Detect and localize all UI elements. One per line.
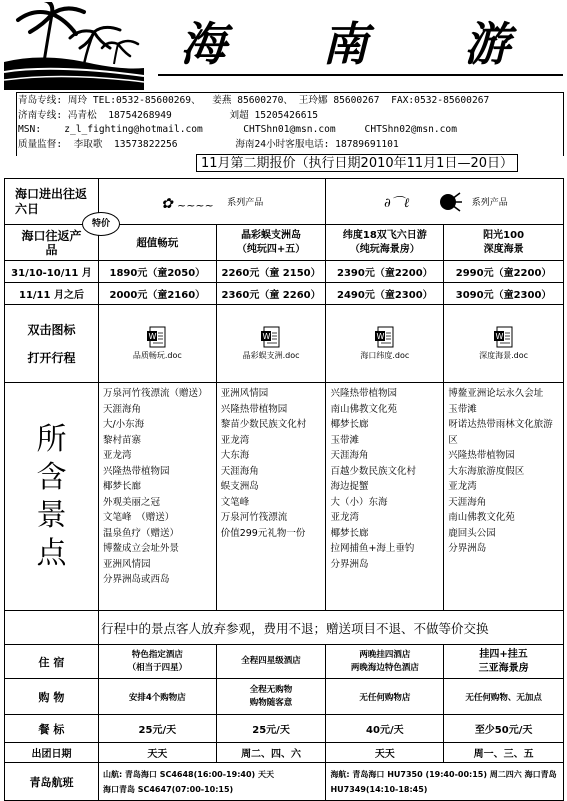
price-cell: 2000元（童2160） — [98, 283, 216, 305]
spots-label — [7, 421, 96, 573]
product-table — [4, 178, 564, 801]
spot-item: 南山佛教文化苑 — [448, 512, 515, 523]
spot-item: 兴隆热带植物园 — [220, 403, 288, 415]
spot-item: 百越少数民族文化村 — [330, 465, 416, 477]
route-product-label: 海口往返产品 — [5, 225, 99, 261]
contact-line: MSN: z_l_fighting@hotmail.com CHTShn01@msn.com CHTShn02@msn.com — [18, 124, 457, 135]
spot-item: 博鳌成立会址外景 — [102, 543, 179, 554]
spot-item: 大（小）东海 — [330, 496, 388, 508]
spot-item: 分界洲岛或西岛 — [102, 574, 170, 585]
svg-text:W: W — [376, 332, 385, 341]
spot-item: 玉带滩 — [330, 434, 359, 446]
row-value: 两晚挂四酒店 两晚海边特色酒店 — [326, 645, 444, 679]
spot-item: 天涯海角 — [448, 496, 487, 508]
spot-item: 大东海旅游度假区 — [448, 465, 525, 477]
spot-item: 南山佛教文化苑 — [330, 403, 397, 415]
route-label: 海口进出往返六日 — [5, 179, 99, 225]
spot-item: 分界洲岛 — [448, 543, 487, 554]
word-doc-icon[interactable] — [375, 326, 395, 348]
spot-item: 鹿回头公园 — [448, 527, 496, 539]
price-cell: 1890元（童2050） — [98, 261, 216, 283]
docs-label: 双击图标 打开行程 — [5, 305, 99, 383]
spot-item: 黎村苗寨 — [102, 434, 141, 446]
spot-item: 黎苗少数民族文化村 — [220, 419, 307, 430]
spot-item: 天涯海角 — [220, 465, 259, 477]
svg-text:✿: ✿ — [161, 195, 173, 212]
spot-item: 椰梦长廊 — [102, 481, 141, 492]
spot-item: 亚龙湾 — [448, 481, 477, 492]
flights-right: 海航: 青岛海口 HU7350 (19:40-00:15) 周二四六 海口青岛 HU7349(14:10-18:45) — [326, 763, 564, 801]
spots-col-4 — [444, 383, 564, 611]
spot-item: 兴隆热带植物园 — [448, 450, 515, 461]
row-value: 全程四星级酒店 — [216, 645, 326, 679]
price-date: 31/10-10/11 月 — [5, 261, 99, 283]
price-date: 11/11 月之后 — [5, 283, 99, 305]
spots-label-char: 点 — [36, 535, 67, 571]
svg-text:~~~~: ~~~~ — [177, 198, 215, 212]
price-cell: 3090元（童2300） — [444, 283, 564, 305]
spot-item: 兴隆热带植物园 — [102, 465, 170, 477]
row-value: 全程无购物 购物随客意 — [216, 679, 326, 715]
notice: 行程中的景点客人放弃参观，费用不退；赠送项目不退、不做等价交换 — [98, 611, 563, 645]
product-name: 纬度18双飞六日游 （纯玩海景房） — [326, 225, 444, 261]
spots-label-cell — [5, 383, 99, 611]
spot-item: 海边捉蟹 — [330, 481, 369, 492]
price-cell: 2360元（童 2260） — [216, 283, 326, 305]
spot-item: 兴隆热带植物园 — [330, 388, 397, 399]
spot-item: 亚龙湾 — [102, 450, 132, 461]
title-underline — [158, 74, 563, 76]
row-label: 餐 标 — [5, 715, 99, 743]
doc-filename: 深度海景.doc — [479, 351, 529, 360]
spot-item: 天涯海角 — [330, 450, 369, 461]
svg-text:∂⌒ℓ: ∂⌒ℓ — [383, 195, 409, 211]
spot-item: 亚洲风情园 — [220, 388, 269, 399]
spot-item: 温泉鱼疗（赠送） — [102, 527, 179, 539]
contact-info — [18, 94, 563, 152]
svg-text:W: W — [495, 332, 504, 341]
doc-filename: 晶彩蜈支洲.doc — [242, 351, 300, 360]
palm-logo — [4, 2, 144, 90]
spot-item: 亚龙湾 — [330, 512, 359, 523]
word-doc-icon[interactable] — [261, 326, 281, 348]
row-label: 购 物 — [5, 679, 99, 715]
spot-item: 蜈支洲岛 — [220, 481, 259, 492]
row-value: 40元/天 — [326, 715, 444, 743]
brand-logo-2-icon — [382, 189, 462, 215]
row-value: 无任何购物店 — [326, 679, 444, 715]
price-cell: 2260元（童 2150） — [216, 261, 326, 283]
doc-cell[interactable] — [216, 305, 326, 383]
spots-label-char: 景 — [36, 497, 67, 533]
spot-item: 椰梦长廊 — [330, 419, 369, 430]
contact-line: 青岛专线: 周玲 TEL:0532-85600269、 姜燕 85600270、 王玲娜 85600267 FAX:0532-85600267 — [18, 95, 490, 106]
row-value: 特色指定酒店 （相当于四星） — [98, 645, 216, 679]
spot-item: 亚龙湾 — [220, 434, 250, 446]
row-value: 天天 — [98, 743, 216, 763]
spot-item: 文笔峰 （赠送） — [102, 512, 175, 523]
contact-line: 质量监督: 李取歌 13573822256 海南24小时客服电话: 18789691101 — [18, 138, 399, 150]
spot-item: 玉带滩 — [448, 403, 477, 415]
spot-item: 拉网捕鱼+海上垂钓 — [330, 543, 415, 554]
spots-label-char: 含 — [36, 459, 67, 495]
spots-col-3 — [326, 383, 444, 611]
spot-item: 文笔峰 — [220, 496, 250, 508]
row-value: 挂四+挂五 三亚海景房 — [444, 645, 564, 679]
spot-item: 外观美丽之冠 — [102, 496, 160, 508]
spots-label-char: 所 — [36, 421, 67, 457]
row-value: 周二、四、六 — [216, 743, 326, 763]
row-label: 住 宿 — [5, 645, 99, 679]
spot-item: 博鳌亚洲论坛永久会址 — [448, 388, 544, 399]
contact-line: 济南专线: 冯青松 18754268949 刘超 15205426615 — [18, 109, 319, 121]
row-value: 25元/天 — [98, 715, 216, 743]
svg-text:W: W — [262, 332, 271, 341]
product-name: 超值畅玩 — [98, 225, 216, 261]
spot-item: 呀诺达热带雨林文化旅游区 — [448, 419, 553, 446]
doc-cell[interactable] — [326, 305, 444, 383]
row-label: 出团日期 — [5, 743, 99, 763]
spot-item: 椰梦长廊 — [330, 527, 369, 539]
spot-item: 亚洲风情园 — [102, 558, 151, 570]
series-brand-1: ✿ ~~~~ 系列产品 — [98, 179, 325, 225]
spots-col-1 — [98, 383, 216, 611]
price-cell: 2990元（童2200） — [444, 261, 564, 283]
product-name: 晶彩蜈支洲岛 （纯玩四+五） — [216, 225, 326, 261]
price-cell: 2390元（童2200） — [326, 261, 444, 283]
spot-item: 万泉河竹筏漂流（赠送） — [102, 388, 208, 399]
price-period: 11月第二期报价（执行日期2010年11月1日—20日） — [196, 154, 518, 172]
word-doc-icon[interactable] — [147, 326, 167, 348]
special-badge: 特价 — [82, 212, 120, 236]
row-value: 无任何购物、无加点 — [444, 679, 564, 715]
spot-item: 天涯海角 — [102, 403, 141, 415]
row-value: 25元/天 — [216, 715, 326, 743]
spot-item: 分界洲岛 — [330, 558, 369, 570]
doc-filename: 海口纬度.doc — [360, 351, 410, 360]
spot-item: 大东海 — [220, 450, 250, 461]
doc-cell[interactable] — [444, 305, 564, 383]
spot-item: 万泉河竹筏漂流 — [220, 512, 288, 523]
page-title: 海 南 游 — [180, 17, 551, 71]
row-value: 天天 — [326, 743, 444, 763]
spot-item: 大/小东海 — [102, 419, 145, 430]
row-value: 至少50元/天 — [444, 715, 564, 743]
row-value: 安排4个购物店 — [98, 679, 216, 715]
spots-col-2 — [216, 383, 326, 611]
product-name: 阳光100 深度海景 — [444, 225, 564, 261]
series-brand-2: ∂⌒ℓ 系列产品 — [326, 179, 564, 225]
word-doc-icon[interactable] — [494, 326, 514, 348]
price-cell: 2490元（童2300） — [326, 283, 444, 305]
doc-filename: 品质畅玩.doc — [132, 351, 182, 360]
spot-item: 价值299元礼物一份 — [220, 527, 306, 539]
brand-logo-1-icon — [161, 189, 217, 215]
flights-left: 山航: 青岛海口 SC4648(16:00-19:40) 天天 海口青岛 SC4647(07:00-10:15) — [98, 763, 325, 801]
flights-label: 青岛航班 — [5, 763, 99, 801]
doc-cell[interactable] — [98, 305, 216, 383]
svg-text:W: W — [148, 332, 157, 341]
row-value: 周一、三、五 — [444, 743, 564, 763]
